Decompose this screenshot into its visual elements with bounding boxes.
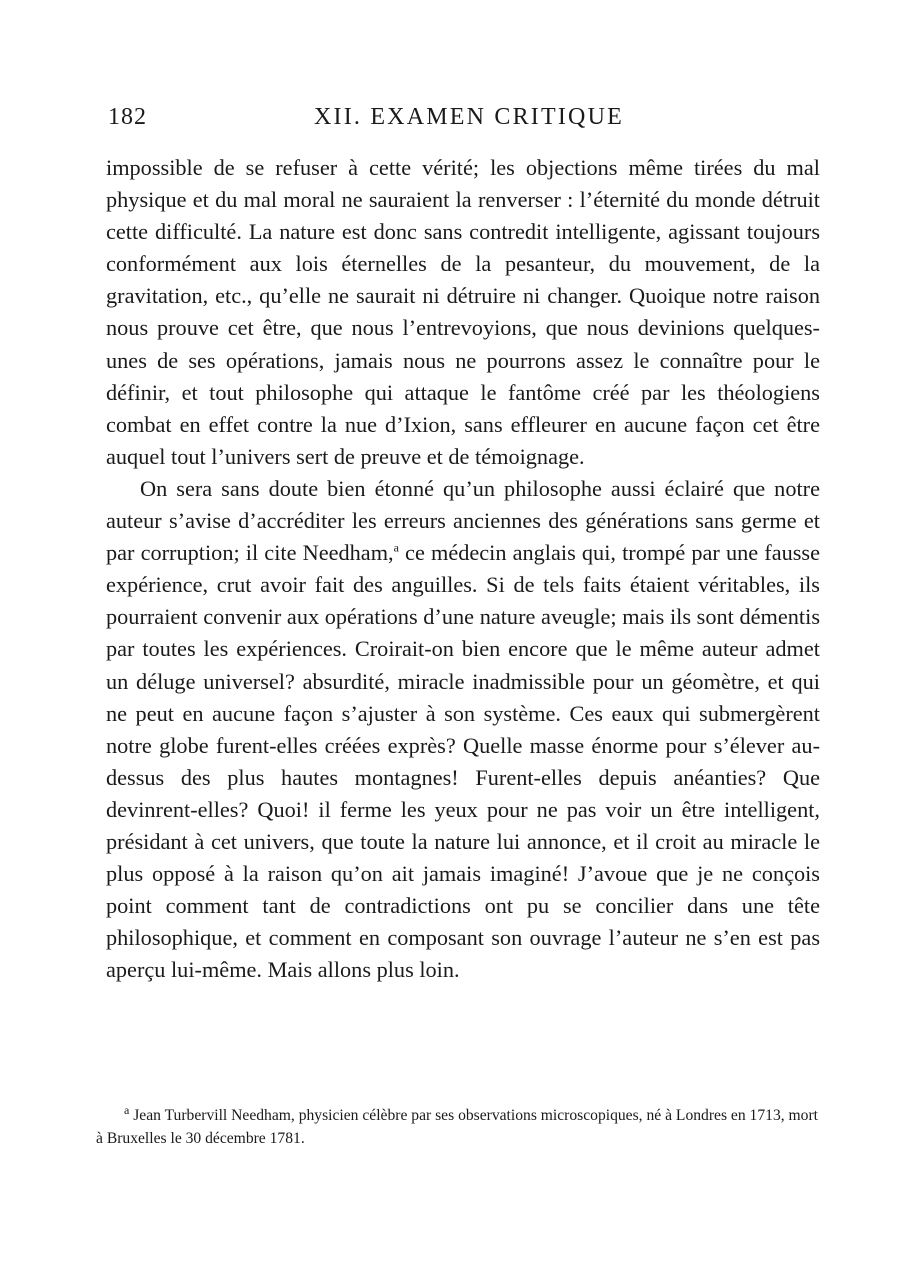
body-text [106, 152, 820, 986]
page-number: 182 [108, 104, 147, 130]
paragraph-text: impossible de se refuser à cette vérité; les objections même tirées du mal physique et du mal moral ne sauraient la renverser : l’éternité du monde détruit cette difficulté. La nature est donc sans contredit intelligente, agissant toujours conformément aux lois éternelles de la pesanteur, du mouvement, de la gravitation, etc., qu’elle ne saurait ni détruire ni changer. Quoique notre raison nous prouve cet être, que nous l’entrevoyions, que nous devinions quelques-unes de ses opérations, jamais nous ne pourrons assez le connaître pour le définir, et tout philosophe qui attaque le fantôme créé par les théologiens combat en effet contre la nue d’Ixion, sans effleurer en aucune façon cet être auquel tout l’univers sert de preuve et de témoignage. [106, 155, 820, 469]
paragraph-needham [106, 473, 820, 987]
paragraph-text-before-note: On sera sans doute bien étonné qu’un philosophe aussi éclairé que notre auteur s’avise d’accréditer les erreurs anciennes des générations sans germe et par corruption; il cite Needham, [106, 475, 820, 566]
footnote [96, 1104, 818, 1150]
paragraph-text-after-note: ce médecin anglais qui, trompé par une fausse expérience, crut avoir fait des anguilles. Si de tels faits étaient véritables, ils pourraient convenir aux opérations d’une nature aveugle; mais ils sont démentis par toutes les expériences. Croirait-on bien encore que le même auteur admet un déluge universel? absurdité, miracle inadmissible pour un géomètre, et qui ne peut en aucune façon s’ajuster à son système. Ces eaux qui submergèrent notre globe furent-elles créées exprès? Quelle masse énorme pour s’élever au-dessus des plus hautes montagnes! Furent-elles depuis anéanties? Que devinrent-elles? Quoi! il ferme les yeux pour ne pas voir un être intelligent, présidant à cet univers, que toute la nature lui annonce, et il croit au miracle le plus opposé à la raison qu’on ait jamais imaginé! J’avoue que je ne conçois point comment tant de contradictions ont pu se concilier dans une tête philosophique, et comment en composant son ouvrage l’auteur ne s’en est pas aperçu lui-même. Mais allons plus loin. [106, 540, 820, 983]
footnote-marker: a [124, 1102, 130, 1117]
footnote-body [96, 1104, 818, 1150]
footnote-reference[interactable]: a [393, 540, 399, 555]
running-title: XII. EXAMEN CRITIQUE [314, 104, 624, 130]
footnote-text: Jean Turbervill Needham, physicien célèbre par ses observations microscopiques, né à Londres en 1713, mort à Bruxelles le 30 décembre 1781. [96, 1107, 818, 1147]
running-head [108, 104, 820, 138]
paragraph-continued [106, 152, 820, 473]
